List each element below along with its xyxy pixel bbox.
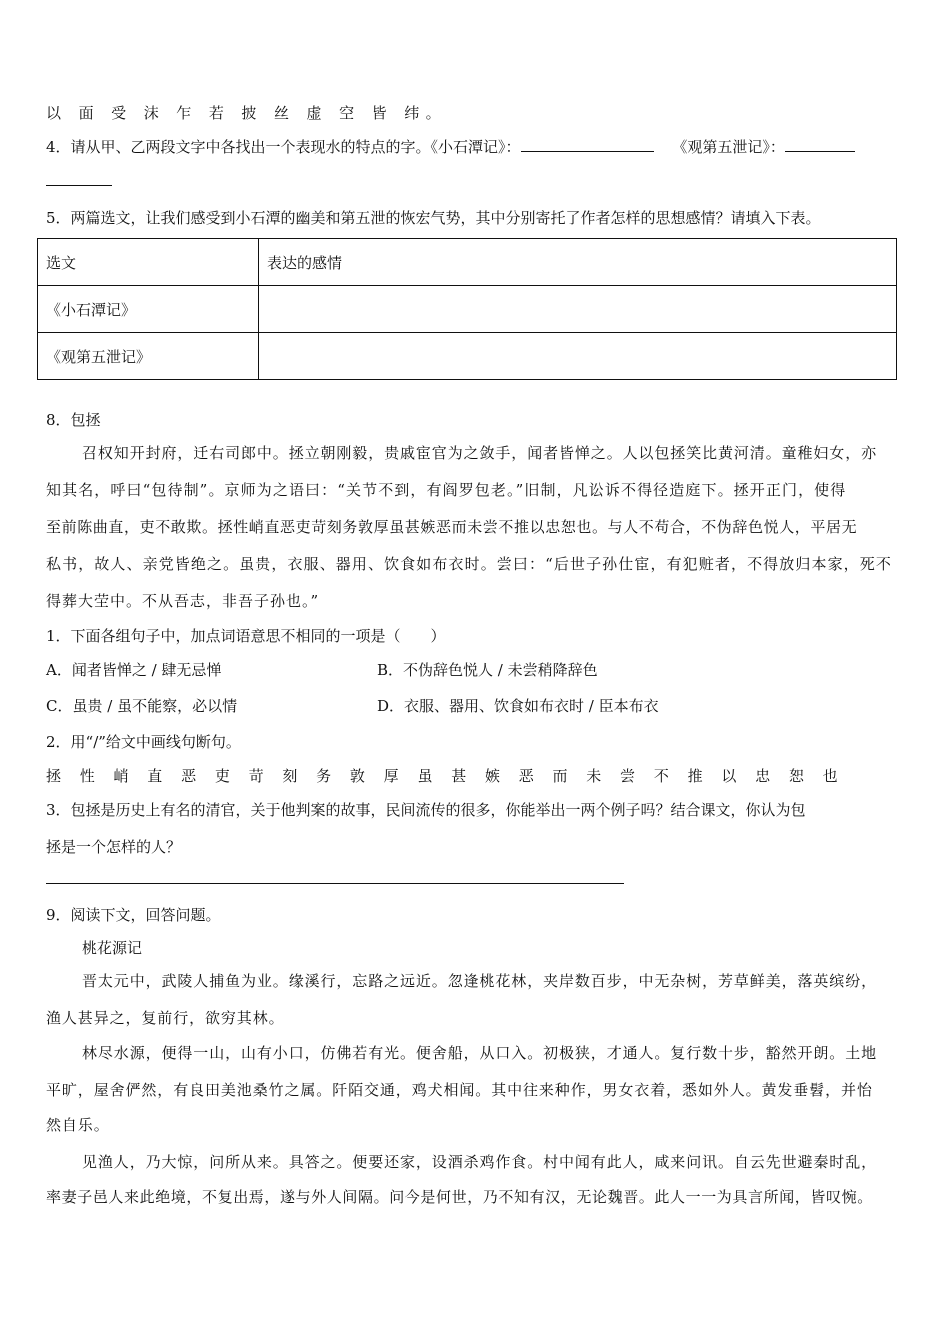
table-header-row — [38, 239, 897, 286]
table-header-cell: 选文 — [38, 239, 259, 286]
paragraph-line: 率妻子邑人来此绝境，不复出焉，遂与外人间隔。问今是何世，乃不知有汉，无论魏晋。此人一一为具言所闻，皆叹惋。 — [46, 1188, 873, 1206]
question-2: 2．用“/”给文中画线句断句。 — [46, 733, 241, 751]
question-3-cont: 拯是一个怎样的人？ — [46, 838, 182, 856]
table-header-cell: 表达的感情 — [259, 239, 897, 286]
answer-table — [37, 238, 897, 380]
answer-blank-1[interactable] — [521, 137, 654, 152]
passage-line: 以 面 受 沫 乍 若 披 丝 虚 空 皆 纬。 — [46, 104, 448, 122]
table-row — [38, 286, 897, 333]
option-d[interactable]: D．衣服、器用、饮食如布衣时 / 臣本布衣 — [377, 697, 659, 715]
paragraph-line: 见渔人，乃大惊，问所从来。具答之。便要还家，设酒杀鸡作食。村中闻有此人，咸来问讯。自云先世避秦时乱， — [82, 1153, 878, 1171]
answer-blank-2[interactable] — [785, 137, 855, 152]
paragraph-line: 渔人甚异之，复前行，欲穷其林。 — [46, 1009, 285, 1027]
paragraph-line: 得葬大茔中。不从吾志，非吾子孙也。” — [46, 592, 320, 610]
answer-line[interactable] — [46, 883, 624, 884]
option-c[interactable]: C．虽贵 / 虽不能察，必以情 — [46, 697, 238, 715]
paragraph-line: 知其名，呼曰“包待制”。京师为之语曰：“关节不到，有阎罗包老。”旧制，凡讼诉不得径造庭下。拯开正门，使得 — [46, 481, 847, 499]
question-4-text: 4．请从甲、乙两段文字中各找出一个表现水的特点的字。《小石潭记》： — [46, 138, 521, 156]
paragraph-line: 召权知开封府，迁右司郎中。拯立朝刚毅，贵戚宦官为之敛手，闻者皆惮之。人以包拯笑比黄河清。童稚妇女，亦 — [82, 444, 878, 462]
paragraph-line: 平旷，屋舍俨然，有良田美池桑竹之属。阡陌交通，鸡犬相闻。其中往来种作，男女衣着，悉如外人。黄发垂髫，并怡 — [46, 1081, 873, 1099]
table-cell: 《观第五泄记》 — [38, 333, 259, 380]
table-cell: 《小石潭记》 — [38, 286, 259, 333]
question-4-mid: 《观第五泄记》： — [672, 138, 785, 156]
question-1: 1．下面各组句子中，加点词语意思不相同的一项是（ ） — [46, 627, 446, 645]
question-5: 5．两篇选文，让我们感受到小石潭的幽美和第五泄的恢宏气势，其中分别寄托了作者怎样的思想感情？请填入下表。 — [46, 209, 821, 227]
paragraph-line: 然自乐。 — [46, 1116, 110, 1134]
option-b[interactable]: B．不伪辞色悦人 / 未尝稍降辞色 — [377, 661, 598, 679]
paragraph-line: 晋太元中，武陵人捕鱼为业。缘溪行，忘路之远近。忽逢桃花林，夹岸数百步，中无杂树，芳草鲜美，落英缤纷， — [82, 972, 878, 990]
section-8-title: 8．包拯 — [46, 411, 101, 429]
paragraph-line: 私书，故人、亲党皆绝之。虽贵，衣服、器用、饮食如布衣时。尝曰：“后世子孙仕宦，有犯赃者，不得放归本家，死不 — [46, 555, 892, 573]
table-row — [38, 333, 897, 380]
question-3: 3．包拯是历史上有名的清官，关于他判案的故事，民间流传的很多，你能举出一两个例子吗？结合课文，你认为包 — [46, 801, 806, 819]
answer-blank-2-continued[interactable] — [46, 171, 112, 191]
question-4 — [46, 137, 855, 157]
paragraph-line: 林尽水源，便得一山，山有小口，仿佛若有光。便舍船，从口入。初极狭，才通人。复行数十步，豁然开朗。土地 — [82, 1044, 878, 1062]
article-title: 桃花源记 — [82, 939, 143, 957]
punctuation-line: 拯 性 峭 直 恶 吏 苛 刻 务 敦 厚 虽 甚 嫉 恶 而 未 尝 不 推 以 忠 恕 也 — [46, 767, 845, 785]
section-9-title: 9．阅读下文，回答问题。 — [46, 906, 221, 924]
table-answer-cell[interactable] — [259, 333, 897, 380]
paragraph-line: 至前陈曲直，吏不敢欺。拯性峭直恶吏苛刻务敦厚虽甚嫉恶而未尝不推以忠恕也。与人不苟合，不伪辞色悦人，平居无 — [46, 518, 858, 536]
option-a[interactable]: A．闻者皆惮之 / 肆无忌惮 — [46, 661, 222, 679]
table-answer-cell[interactable] — [259, 286, 897, 333]
